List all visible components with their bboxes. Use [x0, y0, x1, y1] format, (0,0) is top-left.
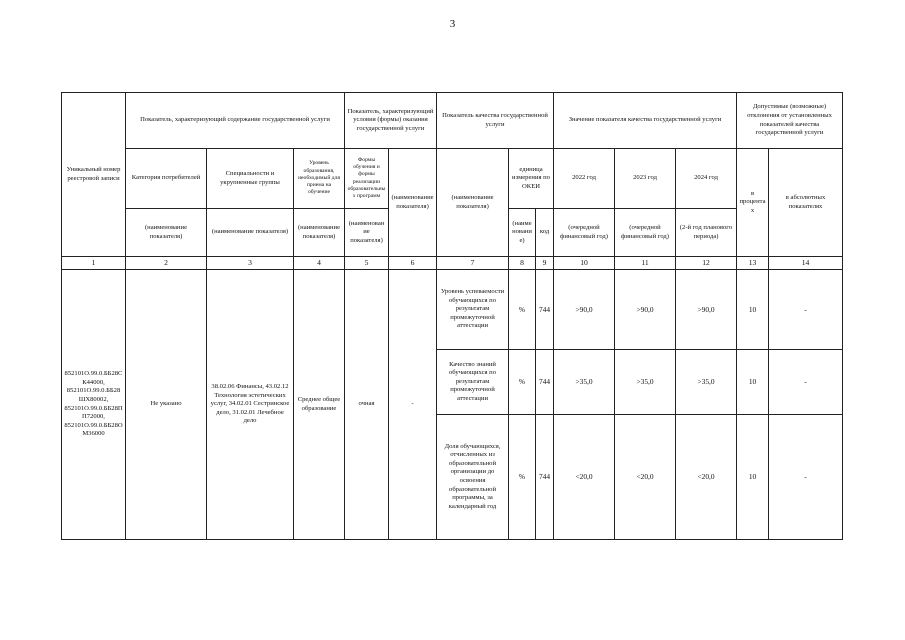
header-conditions-group: Показатель, характеризующий условия (формы) оказания государственной услуги: [345, 93, 437, 149]
column-number: 6: [389, 257, 437, 270]
registry-numbers: 852101О.99.0.ББ28СК44000, 852101О.99.0.ББ28ШХ80002, 852101О.99.0.ББ28ПП72000, 852101О.99.0.ББ28ОМ36000: [62, 270, 126, 540]
deviation-percent: 10: [737, 270, 769, 350]
column-number: 7: [437, 257, 509, 270]
value-2024: <20,0: [676, 415, 737, 540]
column-number: 10: [554, 257, 615, 270]
consumer-category: Не указано: [126, 270, 207, 540]
header-year-2024: 2024 год: [676, 149, 737, 209]
deviation-absolute: -: [769, 270, 843, 350]
header-unit-code: код: [536, 209, 554, 257]
indicator-name: Уровень успеваемости обучающихся по результатам промежуточной аттестации: [437, 270, 509, 350]
indicator-code: 744: [536, 270, 554, 350]
deviation-percent: 10: [737, 415, 769, 540]
header-in-percent: в процентах: [737, 149, 769, 257]
value-2022: >90,0: [554, 270, 615, 350]
value-2024: >90,0: [676, 270, 737, 350]
column-number: 14: [769, 257, 843, 270]
header-fy-2024: (2-й год планового периода): [676, 209, 737, 257]
indicator-code: 744: [536, 350, 554, 415]
column-number: 9: [536, 257, 554, 270]
value-2022: >35,0: [554, 350, 615, 415]
header-forms-of-education: Формы обучения и формы реализации образовательных программ: [345, 149, 389, 209]
header-fy-2023: (очередной финансовый год): [615, 209, 676, 257]
column-number: 5: [345, 257, 389, 270]
column-number: 8: [509, 257, 536, 270]
deviation-absolute: -: [769, 350, 843, 415]
specialties: 38.02.06 Финансы, 43.02.12 Технология эстетических услуг, 34.02.01 Сестринское дело, 31.02.01 Лечебное дело: [207, 270, 294, 540]
header-name-col5: (наименование показателя): [345, 209, 389, 257]
page-number: 3: [449, 18, 456, 30]
column-number: 2: [126, 257, 207, 270]
deviation-percent: 10: [737, 350, 769, 415]
header-deviations-group: Допустимые (возможные) отклонения от установленных показателей качества государственной услуги: [737, 93, 843, 149]
education-level: Среднее общее образование: [294, 270, 345, 540]
column-number: 1: [62, 257, 126, 270]
header-specialties: Специальности и укрупненные группы: [207, 149, 294, 209]
state-task-table: [61, 92, 843, 540]
value-2023: <20,0: [615, 415, 676, 540]
column-number: 11: [615, 257, 676, 270]
header-category: Категория потребителей: [126, 149, 207, 209]
indicator-unit: %: [509, 415, 536, 540]
indicator-unit: %: [509, 270, 536, 350]
header-name-col2: (наименование показателя): [126, 209, 207, 257]
header-name-col4: (наименование показателя): [294, 209, 345, 257]
header-unit: единица измерения по ОКЕИ: [509, 149, 554, 209]
header-year-2023: 2023 год: [615, 149, 676, 209]
indicator-name: Качество знаний обучающихся по результатам промежуточной аттестации: [437, 350, 509, 415]
value-2023: >35,0: [615, 350, 676, 415]
deviation-absolute: -: [769, 415, 843, 540]
header-col6-name: (наименование показателя): [389, 149, 437, 257]
header-content-group: Показатель, характеризующий содержание государственной услуги: [126, 93, 345, 149]
table-row: [62, 270, 843, 350]
header-fy-2022: (очередной финансовый год): [554, 209, 615, 257]
header-year-2022: 2022 год: [554, 149, 615, 209]
column-number: 4: [294, 257, 345, 270]
value-2022: <20,0: [554, 415, 615, 540]
header-education-level: Уровень образования, необходимый для приема на обучение: [294, 149, 345, 209]
header-quality-indicator: Показатель качества государственной услуги: [437, 93, 554, 149]
value-2023: >90,0: [615, 270, 676, 350]
header-values-group: Значение показателя качества государственной услуги: [554, 93, 737, 149]
header-name-col3: (наименование показателя): [207, 209, 294, 257]
column-number: 3: [207, 257, 294, 270]
value-2024: >35,0: [676, 350, 737, 415]
header-unit-name: (наименование): [509, 209, 536, 257]
indicator-name: Доля обучающихся, отчисленных из образовательной организации до освоения образовательной программы, за календарный год: [437, 415, 509, 540]
col6-value: -: [389, 270, 437, 540]
header-col7-name: (наименование показателя): [437, 149, 509, 257]
column-number: 12: [676, 257, 737, 270]
indicator-unit: %: [509, 350, 536, 415]
indicator-code: 744: [536, 415, 554, 540]
header-unique-number: Уникальный номер реестровой записи: [62, 93, 126, 257]
column-number: 13: [737, 257, 769, 270]
form-of-education: очная: [345, 270, 389, 540]
header-in-absolute: в абсолютных показателях: [769, 149, 843, 257]
